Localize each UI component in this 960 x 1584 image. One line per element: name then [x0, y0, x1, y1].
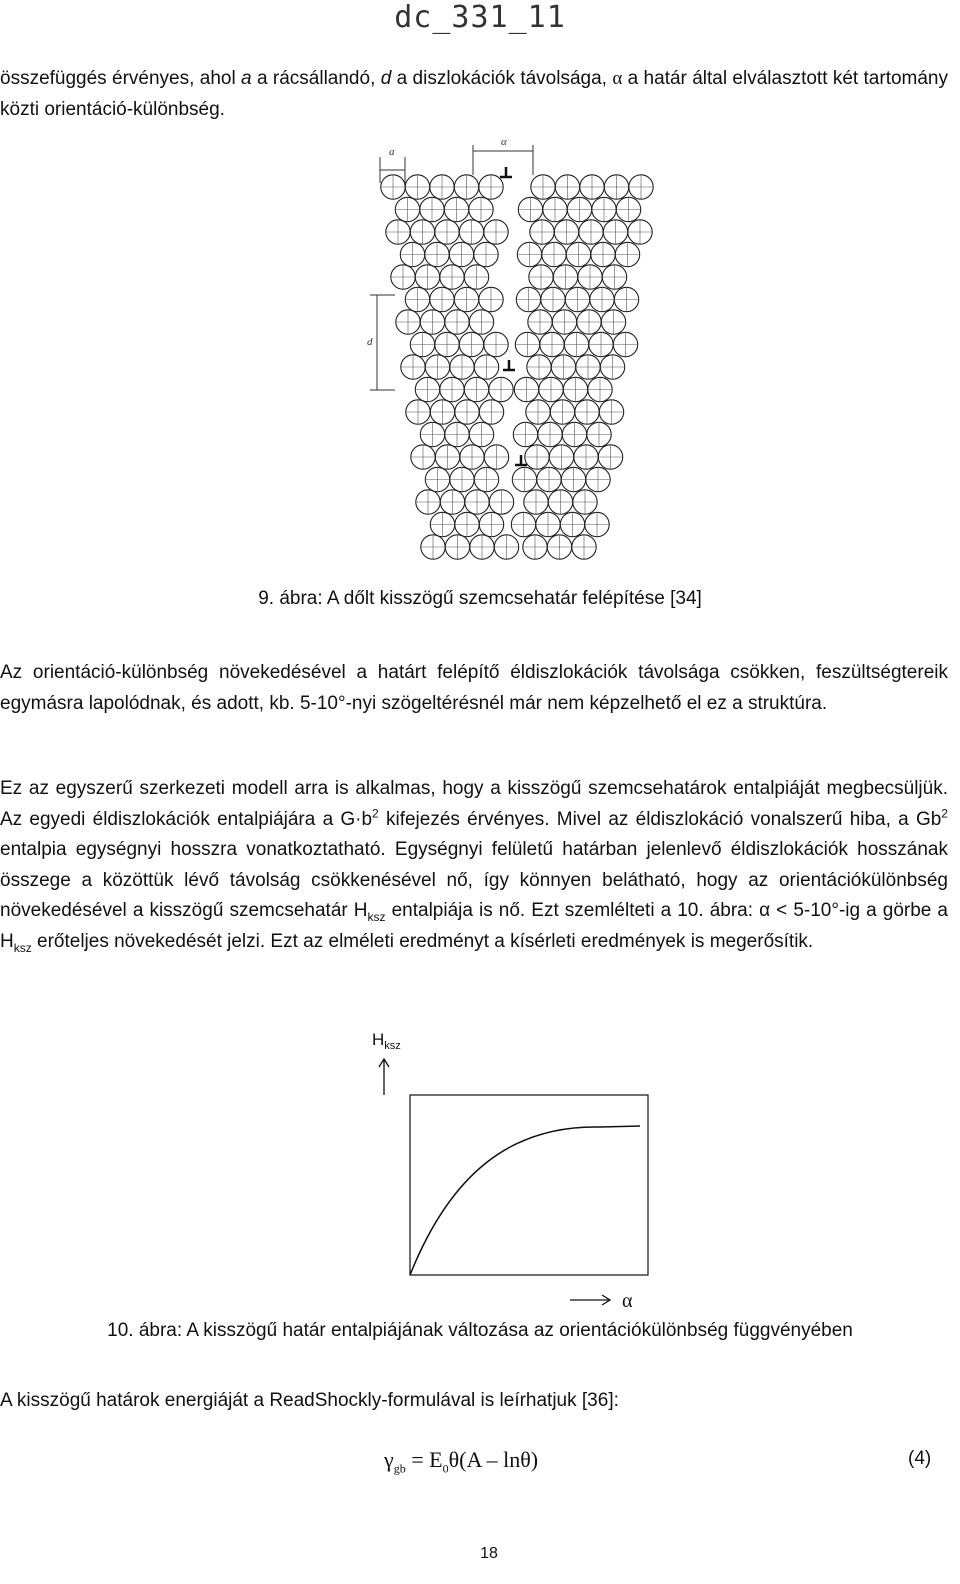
equation-subscript: 0: [442, 1461, 449, 1476]
dislocation-symbols: [500, 167, 527, 465]
paragraph-text: Az orientáció-különbség növekedésével a határt felépítő éldiszlokációk távolsága csökken, feszültségtereik egymásra lapolódnak, és adott, kb. 5-10°-nyi szögeltérésnél már nem képzelhető el ez a struktúra.: [0, 662, 948, 714]
equation-text: = E: [405, 1447, 443, 1472]
paragraph-enthalpy: [0, 774, 948, 957]
equation-subscript: gb: [393, 1461, 406, 1476]
equation: [384, 1447, 539, 1476]
page-number: 18: [480, 1545, 498, 1562]
superscript: 2: [941, 806, 948, 821]
paragraph-text: A kisszögű határok energiáját a ReadShockly-formulával is leírhatjuk [36]:: [0, 1390, 619, 1411]
var-d: d: [380, 68, 392, 89]
intro-text: a diszlokációk távolsága,: [391, 68, 613, 89]
paragraph-text: erőteljes növekedését jelzi. Ezt az elméleti eredményt a kísérleti eredmények is megerősítik.: [31, 930, 814, 952]
paragraph-text: Ez az egyszerű szerkezeti modell arra is alkalmas, hogy a kisszögű szemcsehatárok entalpiáját megbecsüljük. Az egyedi éldiszlokációk entalpiájára a G·b: [0, 778, 948, 830]
label-d: d: [367, 336, 373, 348]
y-axis-label: $H_{ksz}$: [372, 1030, 401, 1052]
figure9-caption: 9. ábra: A dőlt kisszögű szemcsehatár felépítése [34]: [258, 588, 702, 609]
intro-text: a határ által elválasztott két tartomány közti orientáció-különbség.: [0, 68, 948, 120]
x-axis-label: α: [622, 1290, 633, 1312]
superscript: 2: [372, 806, 379, 821]
intro-text: összefüggés érvényes, ahol: [0, 68, 242, 89]
subscript: ksz: [367, 909, 386, 924]
dislocation-icon: [500, 167, 512, 177]
tilt-boundary-figure: [355, 135, 665, 565]
label-alpha: α: [501, 136, 507, 148]
subscript: ksz: [13, 940, 32, 955]
gamma-symbol: γ: [384, 1447, 394, 1472]
var-a: a: [241, 68, 252, 89]
paragraph-readshockley: [0, 1386, 948, 1417]
document-id: dc_331_11: [394, 0, 566, 35]
label-a: a: [389, 146, 395, 158]
dislocation-icon: [503, 360, 515, 370]
intro-paragraph: [0, 64, 948, 125]
equation-number: (4): [908, 1448, 932, 1469]
atom-lattice: [381, 175, 653, 559]
enthalpy-curve: [410, 1126, 640, 1275]
intro-text: a rácsállandó,: [251, 68, 381, 89]
equation-text: θ(A – lnθ): [448, 1447, 539, 1472]
figure10-caption: 10. ábra: A kisszögű határ entalpiájának változása az orientációkülönbség függvényében: [107, 1320, 853, 1341]
paragraph-text: kifejezés érvényes. Mivel az éldiszlokáció vonalszerű hiba, a Gb: [378, 808, 942, 830]
plot-frame: [410, 1095, 648, 1275]
paragraph-text: entalpia egységnyi hosszra vonatkoztatható. Egységnyi felületű határban jelenlevő éldiszlokációk hosszának összege a közöttük lévő távolság csökkenésével nő, így könnyen belátható, hogy az orientációkülönbség növekedésével a kisszögű szemcsehatár H: [0, 839, 948, 921]
arrows: [379, 1059, 610, 1305]
paragraph-text: entalpiája is nő. Ezt szemlélteti a 10. ábra: α < 5-10°-ig a görbe a H: [0, 900, 948, 952]
enthalpy-chart: [360, 1025, 660, 1315]
paragraph-orientation: [0, 658, 948, 719]
alpha-symbol: α: [612, 68, 623, 89]
dimension-lines: [370, 145, 533, 390]
